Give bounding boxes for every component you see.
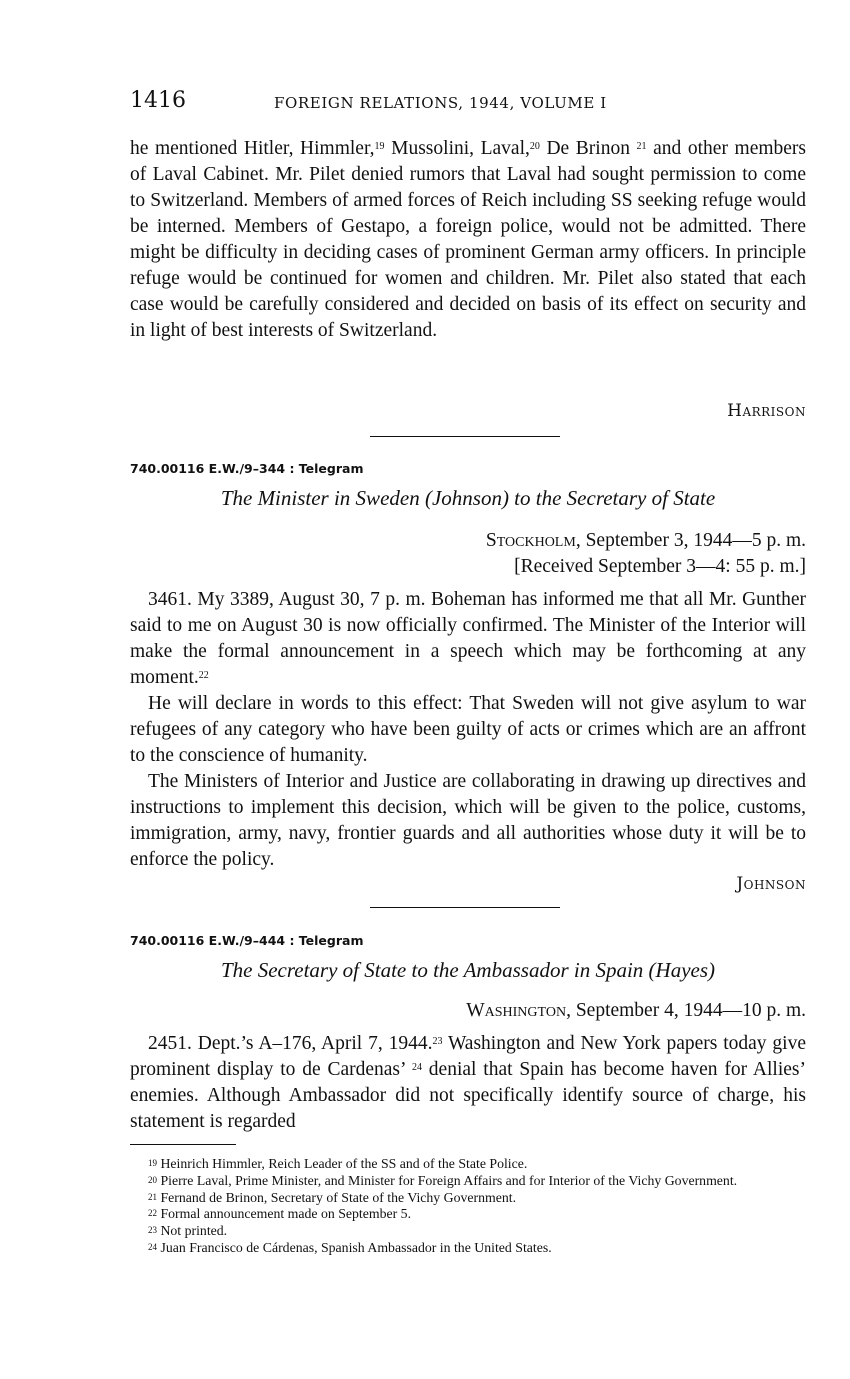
running-header	[130, 88, 806, 122]
paragraph-text: 2451. Dept.’s A–176, April 7, 1944.23 Washington and New York papers today give prominent display to de Cardenas’ $^{24}$ denial that Spain has become haven for Allies’ enemies. Although Ambassador did not specifically identify source of charge, his statement is regarded	[130, 1033, 806, 1132]
footnote: $^{21}$ Fernand de Brinon, Secretary of State of the Vichy Government.	[148, 1189, 517, 1205]
telegram-body	[130, 587, 806, 873]
section-divider	[370, 436, 560, 437]
dateline: Washington, September 4, 1944—10 p. m.	[466, 1000, 806, 1021]
footnote: $^{20}$ Pierre Laval, Prime Minister, and Minister for Foreign Affairs and for Interior of the Vichy Government.	[148, 1172, 738, 1188]
footnote: $^{19}$ Heinrich Himmler, Reich Leader of the SS and of the State Police.	[148, 1156, 528, 1171]
document-heading: The Minister in Sweden (Johnson) to the Secretary of State	[220, 486, 716, 510]
received-line: [Received September 3—4: 55 p. m.]	[514, 556, 806, 577]
file-reference: 740.00116 E.W./9–344 : Telegram	[130, 461, 364, 476]
footnote-ref: 23	[432, 1036, 443, 1047]
footnotes	[130, 1156, 806, 1257]
footnote-ref: 20	[529, 141, 540, 152]
telegram-body	[130, 1031, 806, 1135]
section-divider	[370, 907, 560, 908]
continued-paragraph	[130, 136, 806, 344]
paragraph-text: He will declare in words to this effect: That Sweden will not give asylum to war refugees of any category who have been guilty of acts or crimes which are an affront to the conscience of humanity.	[130, 693, 806, 766]
file-reference: 740.00116 E.W./9–444 : Telegram	[130, 933, 364, 948]
dateline: Stockholm, September 3, 1944—5 p. m.	[485, 530, 806, 551]
page-number: 1416	[130, 88, 186, 113]
paragraph-text: The Ministers of Interior and Justice are collaborating in drawing up directives and instructions to implement this decision, which will be given to the police, customs, immigration, army, navy, frontier guards and all authorities whose duty it will be to enforce the policy.	[130, 771, 806, 870]
footnote-ref: 19	[374, 141, 385, 152]
footnote: $^{24}$ Juan Francisco de Cárdenas, Spanish Ambassador in the United States.	[148, 1239, 552, 1255]
paragraph-text: he mentioned Hitler, Himmler,$^{19}$ Mussolini, Laval,$^{20}$ De Brinon $^{21}$ and other members of Laval Cabinet. Mr. Pilet denied rumors that Laval had sought permission to come to Switzerland. Members of armed forces of Reich including SS seeking refuge would be interned. Members of Gestapo, a foreign police, would not be admitted. There might be difficulty in deciding cases of prominent German army officers. In principle refuge would be continued for women and children. Mr. Pilet also stated that each case would be carefully considered and decided on basis of its effect on security and in light of best interests of Switzerland.	[130, 138, 806, 341]
footnote-ref: 24	[411, 1062, 422, 1073]
footnote: $^{23}$ Not printed.	[148, 1223, 228, 1239]
footnote-ref: 22	[198, 670, 209, 681]
footnote: $^{22}$ Formal announcement made on September 5.	[148, 1206, 412, 1222]
signature-harrison: Harrison	[727, 401, 806, 421]
running-title: FOREIGN RELATIONS, 1944, VOLUME I	[274, 94, 607, 112]
paragraph-text: 3461. My 3389, August 30, 7 p. m. Boheman has informed me that all Mr. Gunther said to me on August 30 is now officially confirmed. The Minister of the Interior will make the formal announcement in a speech which may be forthcoming at any moment.$^{22}$	[130, 589, 806, 688]
document-heading: The Secretary of State to the Ambassador in Spain (Hayes)	[220, 958, 715, 982]
signature-johnson: Johnson	[736, 874, 806, 894]
footnote-divider	[130, 1144, 236, 1145]
footnote-ref: 21	[636, 141, 647, 152]
